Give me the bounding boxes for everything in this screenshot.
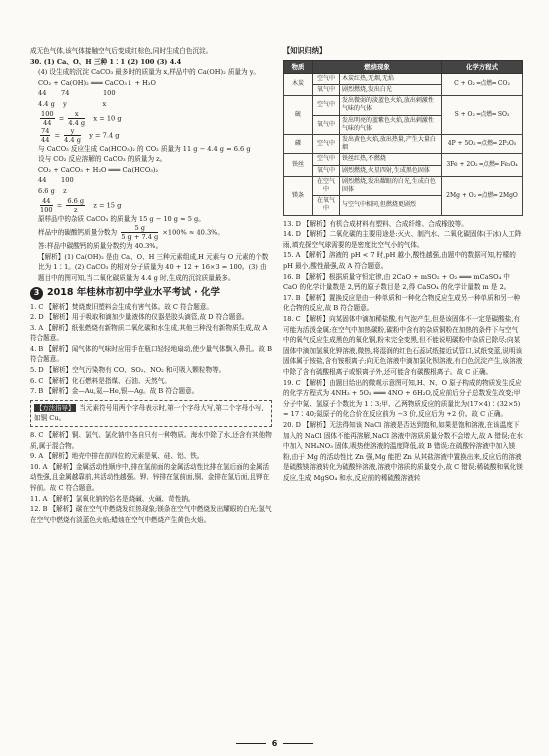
paragraph: 成无色气体,该气体接触空气后变成红棕色,同时生成白色沉淀。	[30, 47, 213, 55]
knowledge-summary-title: 【知识归纳】	[283, 46, 327, 55]
substance-cell: 磷	[284, 135, 313, 154]
equation-cell: 4P + 5O₂ ═点燃═ 2P₂O₅	[442, 135, 523, 154]
answer-5: 5. D 【解析】空气污染物有 CO、SO₂、NO₂ 和可吸入颗粒物等。	[30, 366, 226, 375]
environment-cell: 氧气中	[313, 165, 340, 176]
table-header: 化学方程式	[442, 60, 523, 73]
section-heading	[30, 287, 272, 300]
environment-cell: 在氧气中	[313, 196, 340, 215]
equation-masses: 44 74 100	[38, 89, 116, 98]
environment-cell: 在空气中	[313, 176, 340, 195]
answer-7: 7. B 【解析】金—Au,氦—He,银—Ag。故 B 符合题意。	[30, 387, 199, 396]
equation: CO₂ + CaCO₃ + H₂O ═══ Ca(HCO₃)₂	[38, 165, 159, 174]
phenomenon-cell: 剧烈燃烧,发出耀眼的白光,生成白色固体	[340, 176, 442, 195]
proportion-1: $\frac{100}{44}$ = $\frac{x}{4.4 g}$ x = 10 g	[41, 109, 122, 127]
table-row	[284, 135, 523, 154]
answer-19: 19. C 【解析】由题目给出的微观示意图可知,H、N、O 原子构成的物质发生反应的化学方程式为 4NH₃ + 5O₂ ═══ 4NO + 6H₂O,反应前后分子总数发生改变;甲分子中氮、氢原子个数比为 1∶3;甲、乙两物质反应的质量比为(17×4)∶(32×5) = 17∶40;氮原子的化合价在反应前为 −3 价,反应后为 +2 价。故 C 正确。	[283, 378, 522, 419]
answer-13: 13. D 【解析】有机合成材料有塑料、合成纤维、合成橡胶等。	[283, 219, 468, 228]
method-guide-tag: 【方法指导】	[36, 403, 75, 412]
answer-3: 3. A 【解析】纸张燃烧有新物质二氧化碳和水生成,其他三种没有新物质生成,故 A 符合题意。	[30, 323, 268, 343]
answer-30-part4: (4) 设生成的沉淀 CaCO₃ 最多时的质量为 x,样品中的 Ca(OH)₂ 质量为 y。	[38, 68, 261, 77]
equation-masses: 44 100	[38, 176, 74, 185]
paragraph: 与 CaCO₃ 反应生成 Ca(HCO₃)₂ 的 CO₂ 质量为 11 g − 4.4 g = 6.6 g	[38, 144, 251, 153]
answer-9: 9. A 【解析】地壳中排在前四位的元素是氧、硅、铝、铁。	[30, 452, 204, 461]
equation-cell: 3Fe + 2O₂ ═点燃═ Fe₃O₄	[442, 154, 523, 176]
phenomenon-cell: 发出黄色火焰,放出热量,产生大量白烟	[340, 135, 442, 154]
answer-18: 18. C 【解析】向某固体中滴加稀盐酸,有气泡产生,但是该固体不一定是碳酸盐,有可能为活泼金属;在空气中加热碳粉,碳粉中含有的杂质铜粉在加热的条件下与空气中的氧气反应生成黑色的氧化铜,粉末完全变黑,但不能说明碳粉中杂质已除尽;向某固体中滴加氢氧化钾溶液,微热,将湿润的红色石蕊试纸接近试管口,试纸变蓝,说明该固体属于铵盐,含有铵根离子;向无色溶液中滴加氯化钡溶液,有白色沉淀产生,该溶液中除了含有硫酸根离子或银离子外,还可能含有碳酸根离子。故 C 正确。	[283, 314, 523, 376]
equation-values: 6.6 g z	[38, 186, 67, 195]
table-header: 燃烧现象	[313, 60, 442, 73]
environment-cell: 空气中	[313, 96, 340, 115]
environment-cell: 空气中	[313, 135, 340, 154]
environment-cell: 氧气中	[313, 85, 340, 96]
phenomenon-cell: 剧烈燃烧,火星四射,生成黑色固体	[340, 165, 442, 176]
answer-statement: 答:样品中碳酸钙的质量分数约为 40.3%。	[38, 242, 163, 251]
paragraph: 设与 CO₂ 反应溶解的 CaCO₃ 的质量为 z。	[38, 155, 167, 164]
table-header-row	[284, 60, 523, 73]
method-guide-box	[30, 400, 272, 427]
proportion-2: $\frac{74}{44}$ = $\frac{y}{4.4 g}$ y = 7.4 g	[41, 126, 120, 144]
page-footer	[0, 739, 549, 748]
answer-4: 4. B 【解析】闻气体的气味时应用手在瓶口轻轻地扇动,使少量气体飘入鼻孔。故 B 符合题意。	[30, 344, 272, 364]
substance-cell: 木炭	[284, 73, 313, 95]
answer-2: 2. D 【解析】用于吸取和滴加少量液体的仪器是胶头滴管,故 D 符合题意。	[30, 313, 249, 322]
phenomenon-cell: 与空气中相同,但燃烧更剧烈	[340, 196, 442, 215]
equation-values: 4.4 g y x	[38, 99, 107, 108]
equation-cell: S + O₂ ═点燃═ SO₂	[442, 96, 523, 135]
answer-15: 15. A 【解析】溶液的 pH < 7 时,pH 越小,酸性越强,由题中的数据可知,柠檬的 pH 最小,酸性最强,故 A 符合题意。	[283, 251, 516, 271]
section-number-badge: 3	[30, 287, 43, 300]
phenomenon-cell: 剧烈燃烧,发出白光	[340, 85, 442, 96]
equation-cell: 2Mg + O₂ ═点燃═ 2MgO	[442, 176, 523, 215]
footer-rule-left	[236, 743, 266, 744]
method-guide-text: 当元素符号用两个字母表示时,第一个字母大写,第二个字母小写,如铜 Cu。	[34, 403, 264, 423]
analysis-30: 【解析】(1) Ca(OH)₂ 是由 Ca、O、H 三种元素组成,H 元素与 O 元素的个数比为 1∶1。(2) CaCO₃ 的相对分子质量为 40 + 12 + 16×3 = 100。(3) 由题目中的图可知,当二氧化碳质量为 4.4 g 时,生成的沉淀质量最多。	[38, 252, 269, 282]
answer-16: 16. B 【解析】根据质量守恒定律,由 2CaO + mSO₂ + O₂ ═══ mCaSO₄ 中 CaO 的化学计量数是 2,钙的原子数目是 2,得 CaSO₄ 的化学计量数 m 是 2。	[283, 272, 511, 292]
table-row	[284, 154, 523, 165]
equation-cell: C + O₂ ═点燃═ CO₂	[442, 73, 523, 95]
table-row	[284, 96, 523, 115]
answer-1: 1. C 【解析】焚烧废旧塑料会生成有害气体。故 C 符合题意。	[30, 302, 214, 311]
environment-cell: 空气中	[313, 154, 340, 165]
phenomenon-cell: 木炭红热,无烟,无焰	[340, 73, 442, 84]
answer-6: 6. C 【解析】化石燃料是指煤、石油、天然气。	[30, 376, 171, 385]
answer-14: 14. D 【解析】二氧化碳的主要用途是:灭火、制汽水、二氧化碳固体(干冰)人工降雨,填充探空气球需要的是密度比空气小的气体。	[283, 230, 522, 249]
environment-cell: 氧气中	[313, 115, 340, 134]
equation: CO₂ + Ca(OH)₂ ═══ CaCO₃↓ + H₂O	[38, 78, 156, 87]
answer-10: 10. A 【解析】金属活动性顺序中,排在氢前面的金属活动性比排在氢后面的金属活动性强,且金属越靠前,其活动性越强。钾、锌排在氢前面,铜、金排在氢后面,且钾在锌前。故 C 符合题意。	[30, 462, 270, 492]
page-number: 6	[271, 739, 278, 748]
paragraph: 原样品中的杂质 CaCO₃ 的质量为 15 g − 10 g = 5 g。	[38, 214, 205, 223]
phenomenon-cell: 发出微弱的淡蓝色火焰,放出刺激性气味的气体	[340, 96, 442, 115]
substance-cell: 铁丝	[284, 154, 313, 176]
section-title: 2018 年桂林市初中学业水平考试 · 化学	[47, 286, 220, 298]
right-column	[283, 46, 523, 483]
substance-cell: 镁条	[284, 176, 313, 215]
answer-30: 30. (1) Ca、O、H 三种 1∶1 (2) 100 (3) 4.4	[30, 57, 182, 66]
footer-rule-right	[283, 743, 313, 744]
substance-cell: 硫	[284, 96, 313, 135]
answer-11: 11. A 【解析】氯氧化钠的俗名是烧碱、火碱、苛性钠。	[30, 494, 195, 503]
table-row	[284, 73, 523, 84]
combustion-table	[283, 60, 523, 216]
mass-fraction: 样品中的碳酸钙质量分数为 $\frac{5 g}{5 g + 7.4 g}$ ×100% ≈ 40.3%。	[38, 224, 225, 242]
table-header: 物质	[284, 60, 313, 73]
phenomenon-cell: 铁丝红热,不燃烧	[340, 154, 442, 165]
answer-17: 17. B 【解析】置换反应是由一种单质和一种化合物反应生成另一种单质和另一种化合物的反应,故 B 符合题意。	[283, 293, 521, 313]
environment-cell: 空气中	[313, 73, 340, 84]
answer-20: 20. D 【解析】无法得知该 NaCl 溶液是否达到饱和,如果是饱和溶液,在该温度下加入的 NaCl 固体不能再溶解,NaCl 溶液中溶质质量分数不会增大,故 A 错误;在水中加入 NH₄NO₃ 固体,吸热使溶液的温度降低,故 B 错误;在硫酸锌溶液中加入镁粉,由于 Mg 的活动性比 Zn 强,Mg 能把 Zn 从其盐溶液中置换出来,反应后的溶液是硫酸镁溶液转化为硫酸锌溶液,溶液中溶质的质量变小,故 C 错误;稀硫酸和氧化镁反应,生成 MgSO₄ 和水,反应前的稀硫酸溶液转	[283, 420, 523, 482]
proportion-3: $\frac{44}{100}$ = $\frac{6.6 g}{z}$ z = 15 g	[40, 196, 122, 214]
phenomenon-cell: 发出明亮的蓝紫色火焰,放出刺激性气味的气体	[340, 115, 442, 134]
answer-12: 12. B 【解析】碳在空气中燃烧发红热现象;镁条在空气中燃烧发出耀眼的白光;氢气在空气中燃烧有淡蓝色火焰;蜡烛在空气中燃烧产生黄色火焰。	[30, 505, 272, 524]
left-column	[30, 46, 272, 525]
answer-8: 8. C 【解析】铜、氯气、氯化钠中各自只有一种物质。海水中除了水,还含有其他物质,属于混合物。	[30, 431, 272, 450]
table-row	[284, 176, 523, 195]
